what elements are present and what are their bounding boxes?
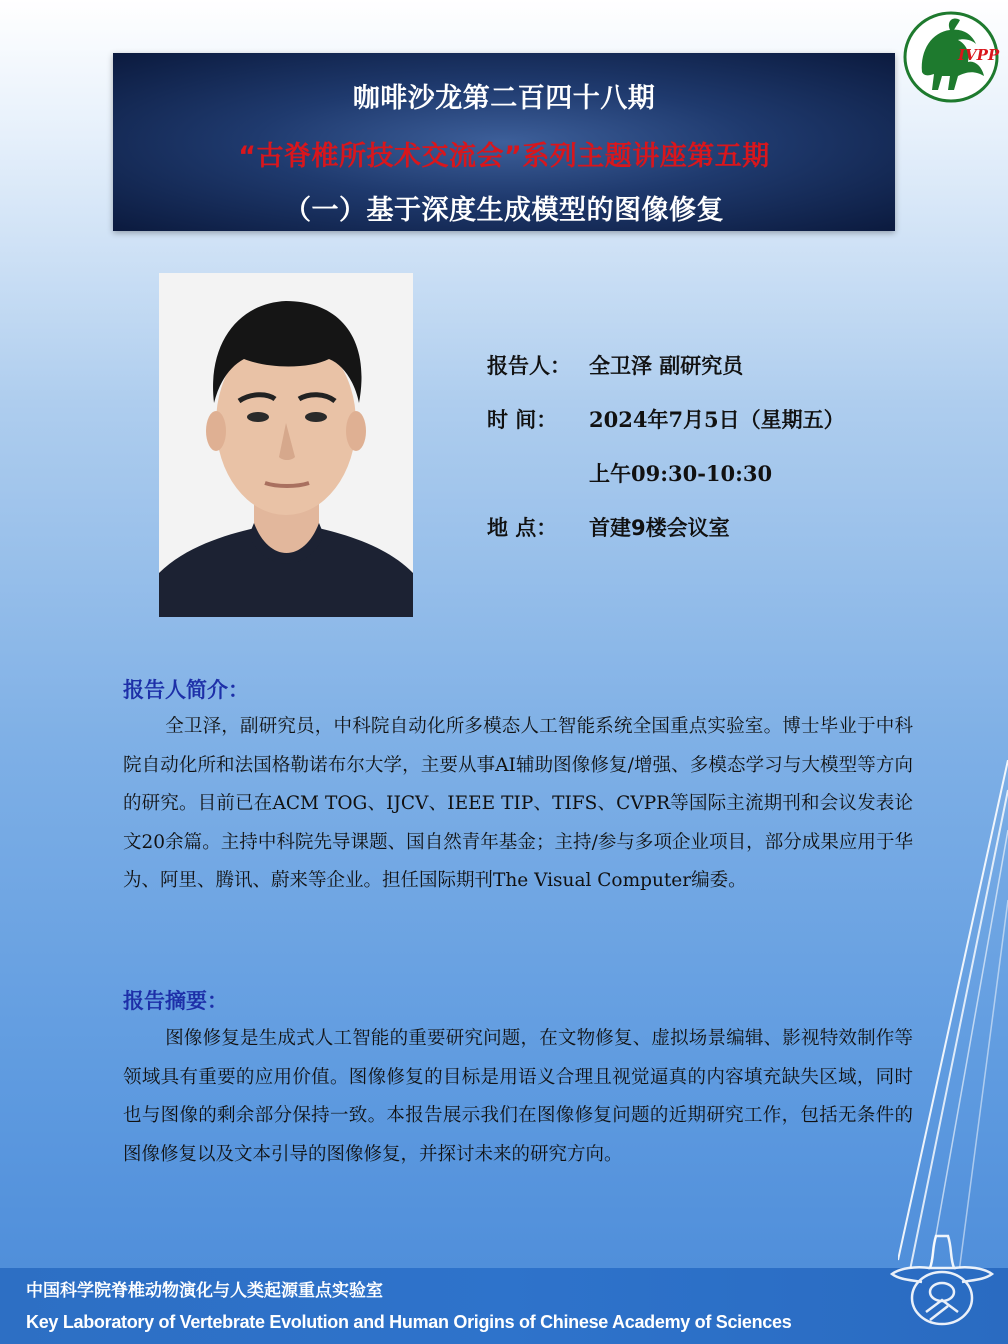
bio-heading: 报告人简介：: [123, 678, 249, 702]
time-label: 时 间：: [487, 408, 558, 432]
talk-title: （一）基于深度生成模型的图像修复: [284, 195, 724, 226]
abstract-text-block: [123, 1020, 913, 1174]
series-subtitle: 系列主题讲座第五期: [522, 141, 770, 172]
place-label: 地 点：: [487, 516, 558, 540]
abstract-heading: 报告摘要：: [123, 989, 228, 1013]
place-value: 首建9楼会议室: [589, 516, 730, 540]
bio-text-block: [123, 708, 913, 901]
speaker-label: 报告人：: [487, 354, 571, 378]
decorative-diagonal-lines: [898, 760, 1008, 1280]
footer-institution-en: Key Laboratory of Vertebrate Evolution and Human Origins of Chinese Academy of Sciences: [26, 1312, 792, 1332]
speaker-row: [487, 350, 743, 380]
logo-text: IVPP: [958, 46, 1000, 64]
time-value: 上午09:30-10:30: [589, 461, 773, 486]
event-title: 咖啡沙龙第二百四十八期: [352, 83, 656, 114]
vertebra-icon: [886, 1228, 998, 1340]
series-title: [0, 134, 1008, 173]
speaker-value: 全卫泽 副研究员: [589, 354, 744, 378]
abstract-text: 图像修复是生成式人工智能的重要研究问题，在文物修复、虚拟场景编辑、影视特效制作等领域具有重要的应用价值。图像修复的目标是用语义合理且视觉逼真的内容填充缺失区域，同时也与图像的剩余部分保持一致。本报告展示我们在图像修复问题的近期研究工作，包括无条件的图像修复以及文本引导的图像修复，并探讨未来的研究方向。: [123, 1028, 913, 1165]
place-row: [487, 512, 730, 542]
bio-text: 全卫泽，副研究员，中科院自动化所多模态人工智能系统全国重点实验室。博士毕业于中科院自动化所和法国格勒诺布尔大学，主要从事AI辅助图像修复/增强、多模态学习与大模型等方向的研究。目前已在ACM TOG、IJCV、IEEE TIP、TIFS、CVPR等国际主流期刊和会议发表论文20余篇。主持中科院先导课题、国自然青年基金；主持/参与多项企业项目，部分成果应用于华为、阿里、腾讯、蔚来等企业。担任国际期刊The Visual Computer编委。: [123, 716, 913, 891]
footer-institution-cn: 中国科学院脊椎动物演化与人类起源重点实验室: [26, 1281, 383, 1301]
time-detail-row: [487, 458, 772, 488]
portrait-photo: [159, 273, 413, 617]
time-row: [487, 404, 845, 434]
series-quote: “古脊椎所技术交流会”: [238, 141, 523, 172]
date-value: 2024年7月5日（星期五）: [589, 407, 845, 432]
